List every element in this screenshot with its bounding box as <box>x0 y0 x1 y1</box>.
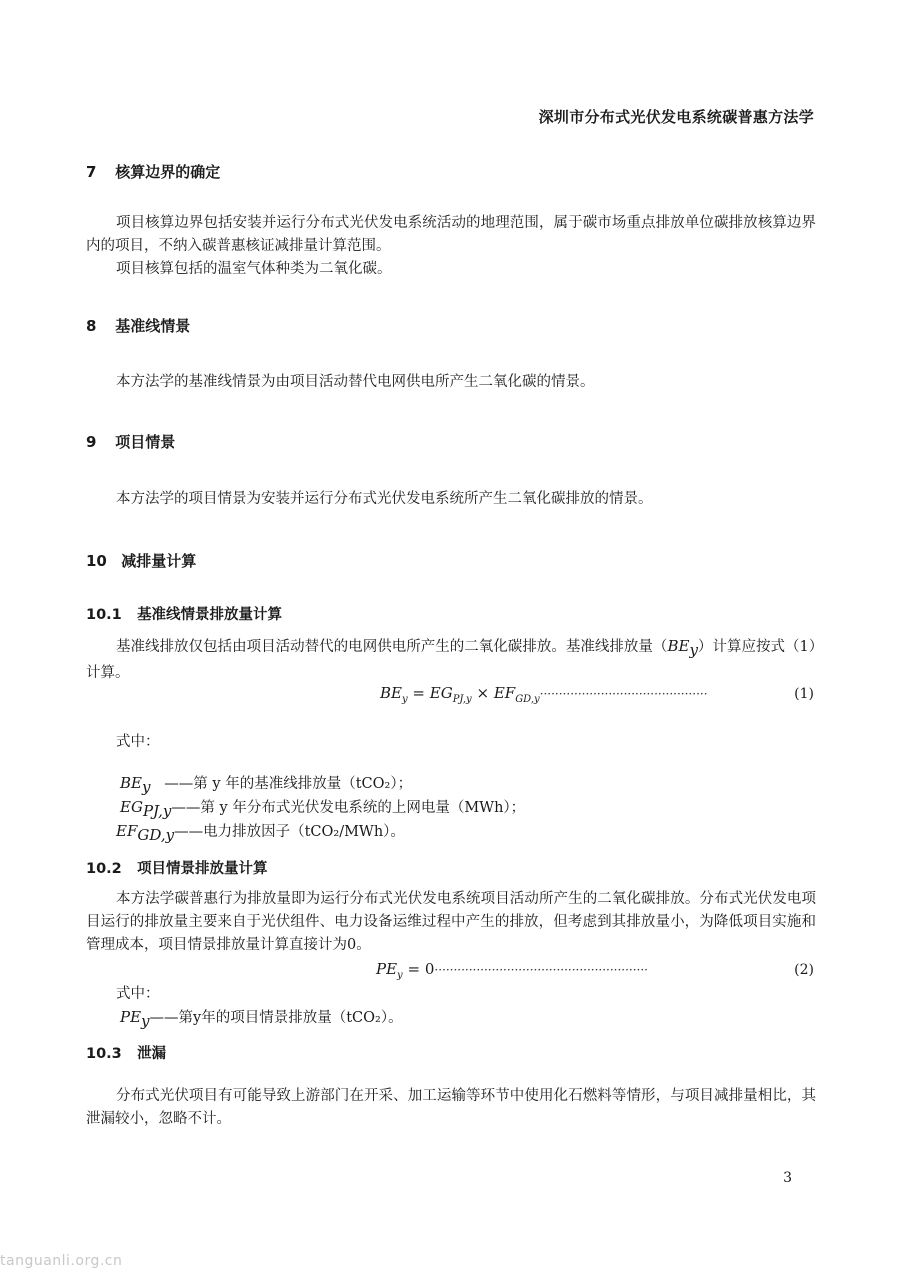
section-title: 泄漏 <box>137 1046 167 1062</box>
section-10-3-paragraph-1: 分布式光伏项目有可能导致上游部门在开采、加工运输等环节中使用化石燃料等情形，与项目减排量相比，其泄漏较小，忽略不计。 <box>86 1088 816 1127</box>
section-number: 10.3 <box>86 1046 122 1062</box>
section-title: 基准线情景 <box>115 317 191 335</box>
equation-1: $BE_y = EG_{PJ,y} \times EF_{GD,y}\cdot\cdot\cdot\cdot\cdot\cdot\cdot\cdot\cdot\cdot\cdot\cdot\cdot\cdot\cdot\cdot\cdot\cdot\cdot\cdot\cdot\cdot\cdot\cdot\cdot\cdot\cdot\cdot\cdot\cdot\cdot\cdot\cdot\cdot\cdot\cdot\cdot\cdot\cdot\cdot\cdot\cdot\cdot\cdot$ <box>380 684 708 705</box>
definition-be: $BE_y$ ——第 y 年的基准线排放量（tCO₂）； <box>120 774 413 796</box>
section-10-heading <box>86 550 196 571</box>
equation-2: $PE_y = 0\cdot\cdot\cdot\cdot\cdot\cdot\cdot\cdot\cdot\cdot\cdot\cdot\cdot\cdot\cdot\cdot\cdot\cdot\cdot\cdot\cdot\cdot\cdot\cdot\cdot\cdot\cdot\cdot\cdot\cdot\cdot\cdot\cdot\cdot\cdot\cdot\cdot\cdot\cdot\cdot\cdot\cdot\cdot\cdot\cdot\cdot\cdot\cdot\cdot\cdot\cdot\cdot\cdot\cdot\cdot\cdot$ <box>376 960 648 981</box>
section-10-1-heading <box>86 603 282 624</box>
section-number: 9 <box>86 433 97 451</box>
section-title: 减排量计算 <box>121 552 197 570</box>
where-label: 式中： <box>116 734 160 750</box>
section-title: 核算边界的确定 <box>115 163 221 181</box>
section-7-heading <box>86 161 220 182</box>
equation-2-number: (2) <box>794 962 814 978</box>
watermark: tanguanli.org.cn <box>0 1253 123 1269</box>
section-number: 10.1 <box>86 607 122 623</box>
section-10-2-heading <box>86 857 268 878</box>
section-title: 项目情景 <box>115 433 176 451</box>
section-9-paragraph-1: 本方法学的项目情景为安装并运行分布式光伏发电系统所产生二氧化碳排放的情景。 <box>116 491 653 507</box>
section-number: 10.2 <box>86 861 122 877</box>
page-number: 3 <box>783 1170 792 1186</box>
where-label: 式中： <box>116 986 160 1002</box>
section-10-2-paragraph-1: 本方法学碳普惠行为排放量即为运行分布式光伏发电系统项目活动所产生的二氧化碳排放。分布式光伏发电项目运行的排放量主要来自于光伏组件、电力设备运维过程中产生的排放，但考虑到其排放量小，为降低项目实施和管理成本，项目情景排放量计算直接计为0。 <box>86 891 816 953</box>
definition-pe: $PE_y——$第y年的项目情景排放量（tCO₂）。 <box>120 1008 403 1030</box>
section-title: 项目情景排放量计算 <box>137 861 268 877</box>
section-number: 7 <box>86 163 97 181</box>
section-7-paragraph-2: 项目核算包括的温室气体种类为二氧化碳。 <box>116 261 392 277</box>
section-number: 8 <box>86 317 97 335</box>
section-title: 基准线情景排放量计算 <box>137 607 283 623</box>
section-8-heading <box>86 315 190 336</box>
section-7-paragraph-1: 项目核算边界包括安装并运行分布式光伏发电系统活动的地理范围，属于碳市场重点排放单位碳排放核算边界内的项目，不纳入碳普惠核证减排量计算范围。 <box>86 215 816 254</box>
equation-1-number: (1) <box>794 686 814 702</box>
section-10-1-paragraph-1: 基准线排放仅包括由项目活动替代的电网供电所产生的二氧化碳排放。基准线排放量$(BE_y)$计算应按式（1）计算。 <box>86 637 817 681</box>
section-8-paragraph-1: 本方法学的基准线情景为由项目活动替代电网供电所产生二氧化碳的情景。 <box>116 374 595 390</box>
definition-ef: $EF_{GD,y}——$电力排放因子（tCO₂/MWh）。 <box>116 822 405 844</box>
definition-eg: $EG_{PJ,y}——$第 y 年分布式光伏发电系统的上网电量（MWh）； <box>120 798 526 820</box>
running-header: 深圳市分布式光伏发电系统碳普惠方法学 <box>538 108 814 126</box>
section-9-heading <box>86 431 175 452</box>
section-10-3-heading <box>86 1042 166 1063</box>
section-number: 10 <box>86 552 107 570</box>
